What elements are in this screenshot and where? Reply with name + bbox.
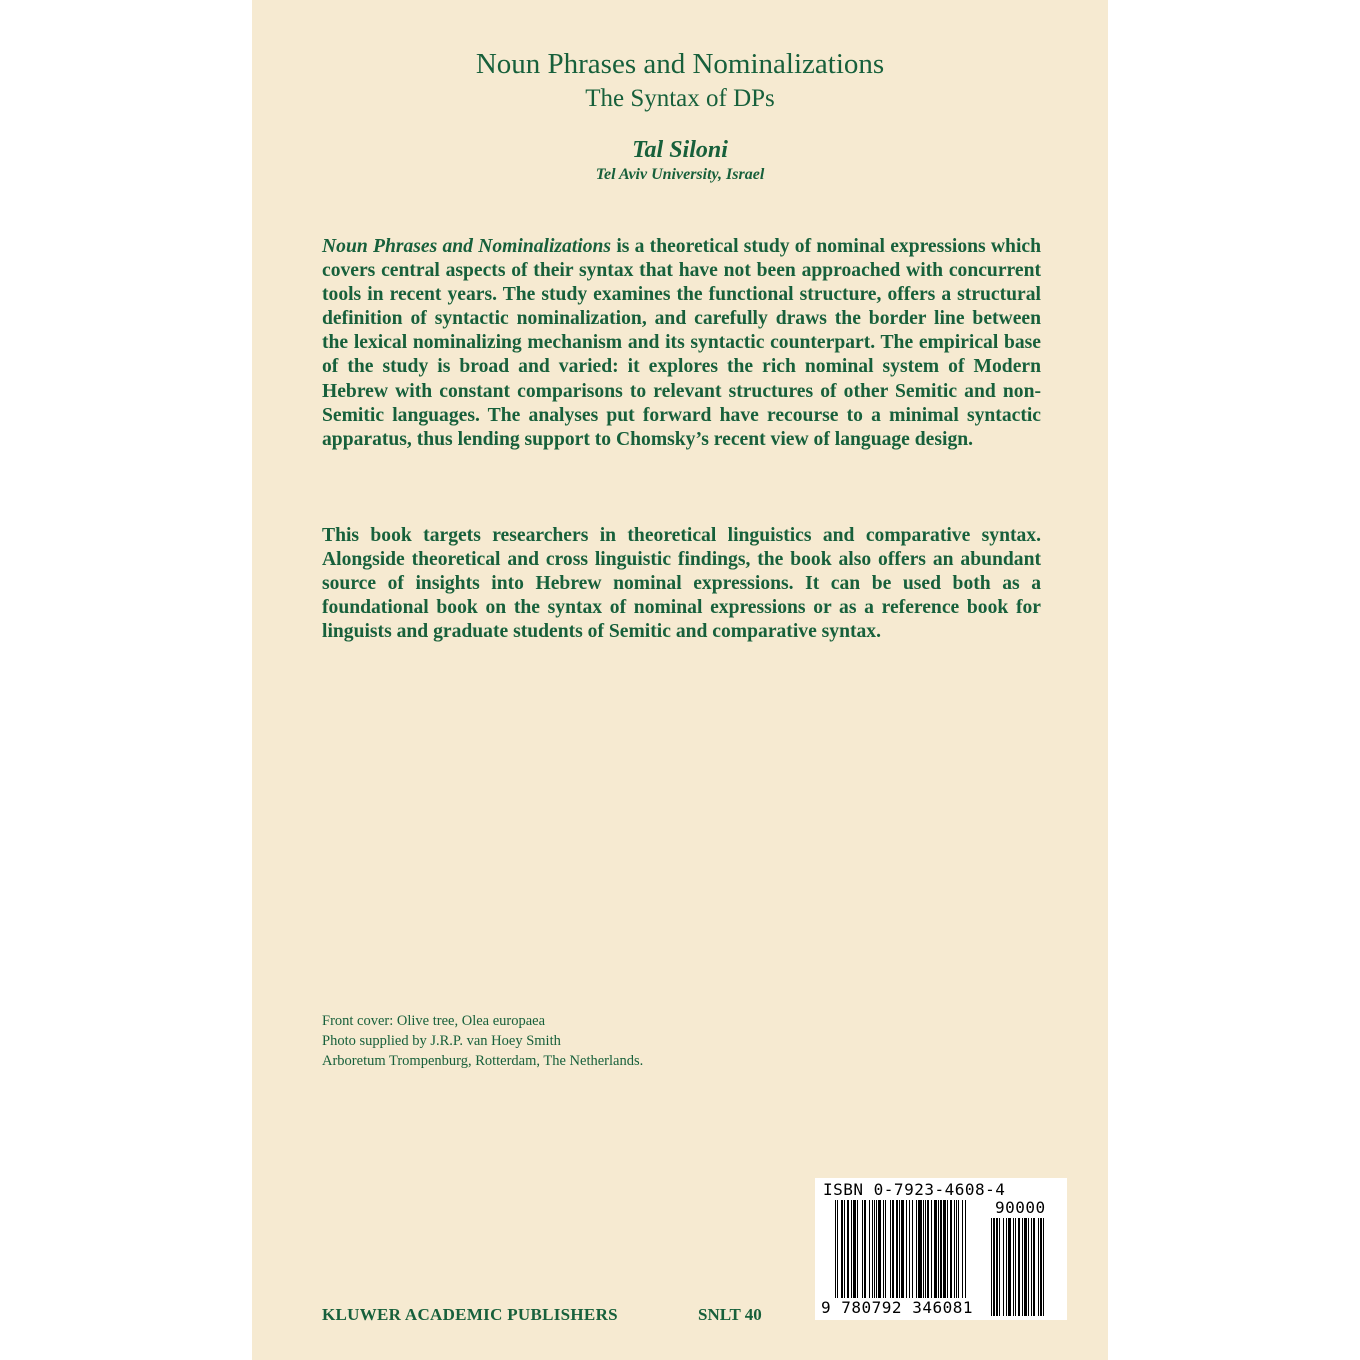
barcode-bar <box>890 1200 891 1298</box>
isbn-text: ISBN 0-7923-4608-4 <box>823 1180 1006 1199</box>
barcode-bar <box>956 1200 957 1298</box>
barcode-bar <box>869 1200 870 1298</box>
cover-credits <box>322 1011 643 1071</box>
barcode-bar <box>872 1200 873 1298</box>
barcode-bar <box>923 1200 924 1298</box>
barcode-bar <box>909 1200 910 1298</box>
barcode-bar <box>931 1200 932 1298</box>
publisher-name: KLUWER ACADEMIC PUBLISHERS <box>322 1305 618 1324</box>
barcode-bar <box>876 1200 877 1298</box>
barcode-bar <box>901 1200 904 1298</box>
ean-digits: 9 780792 346081 <box>821 1298 973 1317</box>
barcode-bar <box>844 1200 845 1298</box>
barcode-bar <box>892 1200 894 1298</box>
book-title: Noun Phrases and Nominalizations <box>475 48 885 80</box>
barcode-bar <box>1024 1218 1027 1316</box>
author-affiliation: Tel Aviv University, Israel <box>595 166 765 183</box>
barcode-bars-addon <box>991 1218 1061 1316</box>
barcode-bar <box>925 1200 926 1298</box>
description-title-italic: Noun Phrases and Nominalizations <box>322 236 612 257</box>
barcode-bar <box>947 1200 948 1298</box>
barcode-bar <box>1003 1218 1004 1316</box>
barcode-bar <box>962 1200 963 1298</box>
barcode-bar <box>896 1200 898 1298</box>
barcode-bar <box>1028 1218 1029 1316</box>
barcode-bar <box>1033 1218 1035 1316</box>
barcode-bar <box>927 1200 929 1298</box>
series-number: SNLT 40 <box>698 1305 762 1324</box>
barcode-bar <box>943 1200 946 1298</box>
barcode-bar <box>938 1200 939 1298</box>
barcode-bar <box>996 1218 998 1316</box>
barcode-bar <box>837 1200 838 1298</box>
barcode-bar <box>883 1200 884 1298</box>
barcode-bar <box>841 1200 843 1298</box>
barcode-bar <box>1038 1218 1039 1316</box>
barcode-bar <box>991 1218 992 1316</box>
barcode-bar <box>835 1200 836 1298</box>
barcode-bar <box>851 1200 852 1298</box>
barcode-bar <box>874 1200 875 1298</box>
description-paragraph-1-text: is a theoretical study of nominal expressions which covers central aspects of their syntax that have not been approached with concurrent tools in recent years. The study examines the functional structure, offers a structural definition of syntactic nominalization, and carefully draws the border line between the lexical nominalizing mechanism and its syntactic counterpart. The empirical base of the study is broad and varied: it explores the rich nominal system of Modern Hebrew with constant comparisons to relevant structures of other Semitic and non-Semitic languages. The analyses put forward have recourse to a minimal syntactic apparatus, thus lending support to Chomsky’s recent view of language design. <box>322 236 1041 450</box>
barcode-bar <box>1015 1218 1016 1316</box>
barcode-bar <box>993 1218 995 1316</box>
barcode-bar <box>1013 1218 1014 1316</box>
barcode-bar <box>934 1200 937 1298</box>
barcode-bar <box>918 1200 922 1298</box>
barcode-bar <box>958 1200 959 1298</box>
description-paragraph-2: This book targets researchers in theoretical linguistics and comparative syntax. Alongside theoretical and cross linguistic findings, the book also offers an abundant source of insights into Hebrew nominal expressions. It can be used both as a foundational book on the syntax of nominal expressions or as a reference book for linguists and graduate students of Semitic and comparative syntax. <box>322 525 1041 643</box>
barcode-bar <box>878 1200 881 1298</box>
credits-line-2: Photo supplied by J.R.P. van Hoey Smith <box>322 1033 561 1049</box>
barcode-bar <box>912 1200 913 1298</box>
barcode-bar <box>1008 1218 1011 1316</box>
book-subtitle: The Syntax of DPs <box>585 85 775 112</box>
book-back-cover <box>252 0 1108 1360</box>
barcode-bar <box>885 1200 886 1298</box>
barcode-bar <box>853 1200 856 1298</box>
barcode-bar <box>1006 1218 1007 1316</box>
isbn-barcode <box>815 1178 1067 1320</box>
barcode-bar <box>950 1200 952 1298</box>
barcode-bar <box>916 1200 917 1298</box>
barcode-bar <box>864 1200 866 1298</box>
barcode-bar <box>857 1200 858 1298</box>
barcode-bar <box>1043 1218 1044 1316</box>
barcode-bar <box>965 1200 966 1298</box>
barcode-bars-main <box>835 1200 979 1298</box>
barcode-bar <box>1040 1218 1042 1316</box>
barcode-bar <box>999 1218 1000 1316</box>
price-code: 90000 <box>995 1198 1046 1217</box>
barcode-bar <box>954 1200 955 1298</box>
barcode-bar <box>1022 1218 1023 1316</box>
credits-line-1: Front cover: Olive tree, Olea europaea <box>322 1013 546 1029</box>
author-name: Tal Siloni <box>632 137 728 163</box>
credits-line-3: Arboretum Trompenburg, Rotterdam, The Netherlands. <box>322 1053 644 1069</box>
description-paragraph-1 <box>322 235 1041 452</box>
barcode-bar <box>1031 1218 1032 1316</box>
barcode-bar <box>862 1200 863 1298</box>
barcode-bar <box>1018 1218 1020 1316</box>
barcode-bar <box>847 1200 849 1298</box>
barcode-bar <box>906 1200 907 1298</box>
barcode-bar <box>940 1200 942 1298</box>
barcode-bar <box>899 1200 900 1298</box>
